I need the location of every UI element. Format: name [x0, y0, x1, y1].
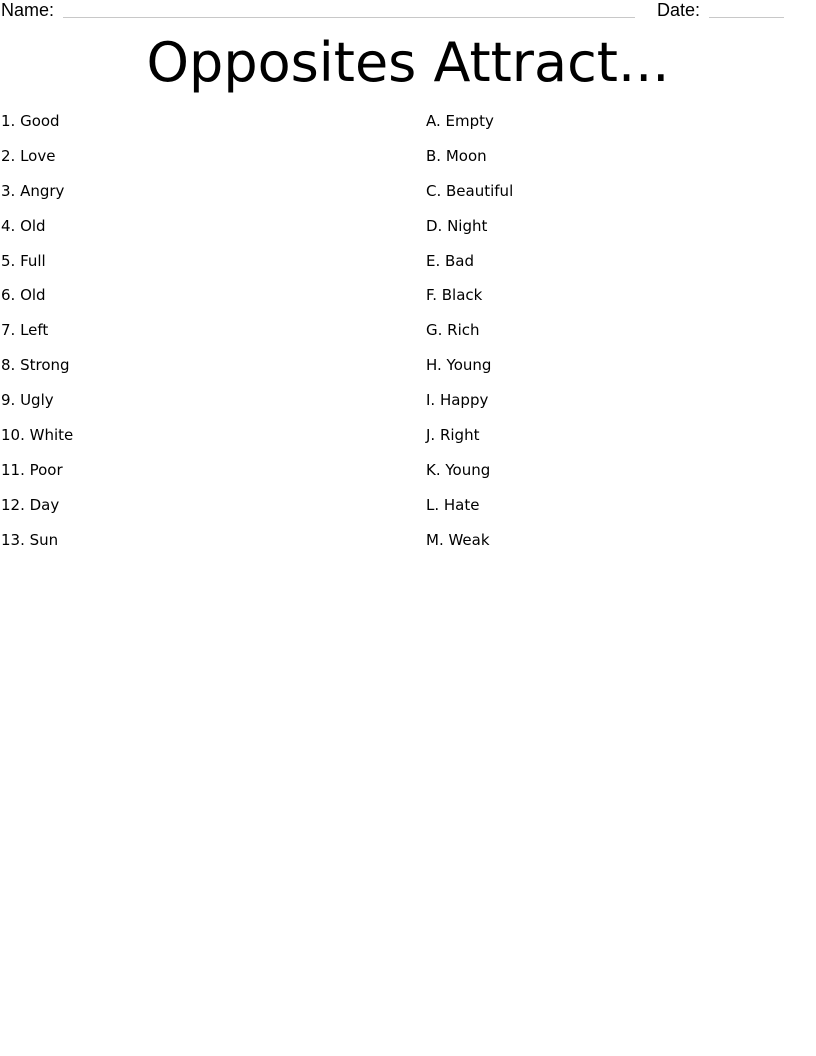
list-item: L. Hate [426, 495, 480, 514]
list-item: G. Rich [426, 321, 480, 340]
worksheet-title: Opposites Attract... [146, 31, 670, 94]
name-label: Name: [1, 0, 55, 20]
word-list-left [1, 111, 73, 565]
list-item: 11. Poor [1, 460, 63, 479]
list-item: 6. Old [1, 286, 46, 305]
list-item: B. Moon [426, 146, 487, 165]
list-item: D. Night [426, 216, 488, 235]
name-field-line[interactable] [63, 17, 635, 18]
worksheet-header [0, 0, 816, 22]
date-label: Date: [657, 0, 701, 20]
list-item: 1. Good [1, 112, 60, 130]
list-item: 7. Left [1, 321, 49, 340]
list-item: C. Beautiful [426, 181, 514, 200]
list-item: 4. Old [1, 216, 46, 235]
list-item: H. Young [426, 356, 492, 375]
list-item: 5. Full [1, 251, 46, 270]
list-item: K. Young [426, 460, 491, 479]
list-item: 10. White [1, 426, 74, 445]
list-item: 13. Sun [1, 530, 59, 549]
list-item: A. Empty [426, 112, 494, 130]
list-item: I. Happy [426, 391, 489, 410]
list-item: F. Black [426, 286, 483, 305]
list-item: 3. Angry [1, 181, 65, 200]
date-field-line[interactable] [709, 17, 784, 18]
word-list-right [426, 111, 513, 565]
list-item: 2. Love [1, 146, 56, 165]
list-item: J. Right [426, 426, 480, 445]
list-item: M. Weak [426, 530, 490, 549]
list-item: 12. Day [1, 495, 60, 514]
list-item: E. Bad [426, 251, 475, 270]
list-item: 8. Strong [1, 356, 70, 375]
list-item: 9. Ugly [1, 391, 54, 410]
